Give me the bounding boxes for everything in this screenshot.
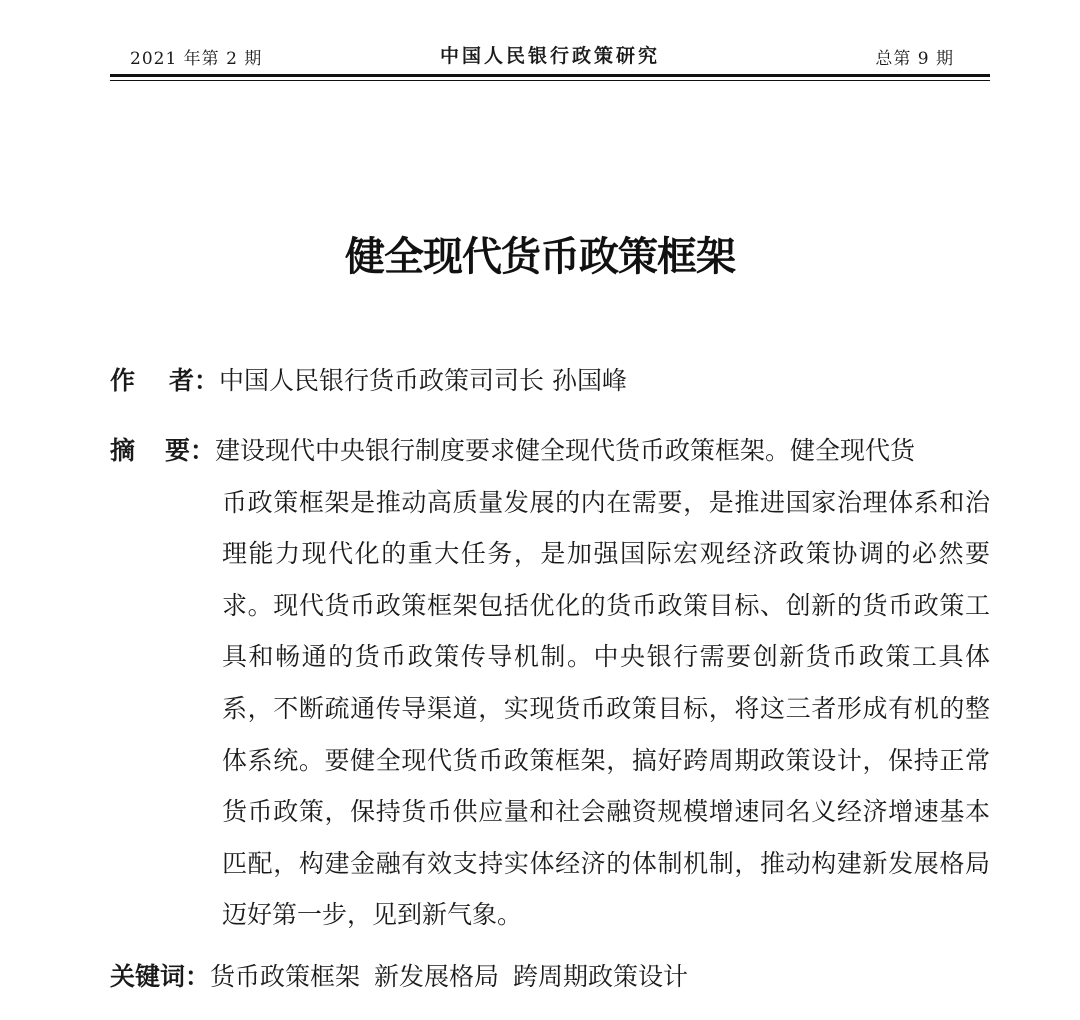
abstract-label: 摘 要： xyxy=(110,436,216,465)
keyword-item: 新发展格局 xyxy=(374,962,500,991)
abstract-text: 币政策框架是推动高质量发展的内在需要，是推进国家治理体系和治理能力现代化的重大任务，是加强国际宏观经济政策协调的必然要求。现代货币政策框架包括优化的货币政策目标、创新的货币政策工具和畅通的货币政策传导机制。中央银行需要创新货币政策工具体系，不断疏通传导渠道，实现货币政策目标，将这三者形成有机的整体系统。要健全现代货币政策框架，搞好跨周期政策设计，保持正常货币政策，保持货币供应量和社会融资规模增速同名义经济增速基本匹配，构建金融有效支持实体经济的体制机制，推动构建新发展格局迈好第一步，见到新气象。 xyxy=(222,487,990,930)
header-rule-thick xyxy=(110,74,990,77)
running-header xyxy=(110,36,990,74)
keyword-item: 货币政策框架 xyxy=(210,962,361,991)
keyword-item: 跨周期政策设计 xyxy=(513,962,689,991)
total-issue-number: 总第 9 期 xyxy=(875,49,954,69)
author-value: 中国人民银行货币政策司司长 孙国峰 xyxy=(219,366,627,395)
author-line xyxy=(110,362,627,400)
author-label: 作 者： xyxy=(110,366,220,395)
header-rule-thin xyxy=(110,80,990,81)
issue-number: 2021 年第 2 期 xyxy=(130,49,263,69)
keywords-line xyxy=(110,957,702,997)
article-title: 健全现代货币政策框架 xyxy=(345,234,735,280)
keywords-label: 关键词： xyxy=(110,962,211,991)
abstract-first-line: 建设现代中央银行制度要求健全现代货币政策框架。健全现代货 xyxy=(215,436,916,465)
abstract xyxy=(110,425,990,941)
journal-name: 中国人民银行政策研究 xyxy=(439,45,660,67)
